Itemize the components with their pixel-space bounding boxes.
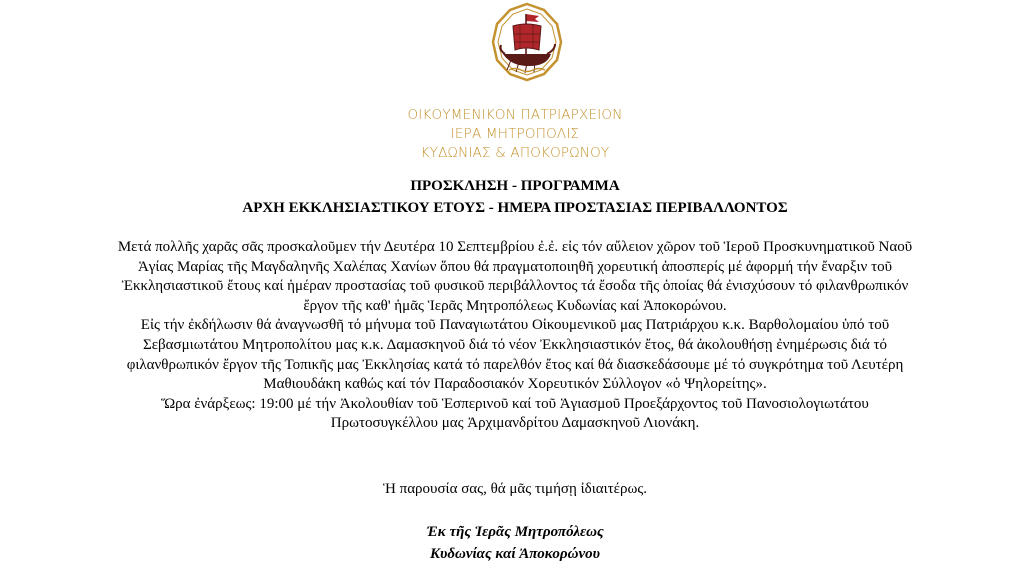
body-line: Μαθιουδάκη καθώς καί τόν Παραδοσιακόν Χορευτικόν Σύλλογον «ὁ Ψηλορείτης». <box>263 376 767 393</box>
header-line-region: ΚΥΔΩΝΙΑΣ & ΑΠΟΚΟΡΩΝΟΥ <box>420 145 610 161</box>
signature-line-2: Κυδωνίας καί Ἀποκορώνου <box>429 546 601 562</box>
header-line-patriarchate: ΟΙΚΟΥΜΕΝΙΚΟΝ ΠΑΤΡΙΑΡΧΕΙΟΝ <box>407 107 623 123</box>
body-line: φιλανθρωπικόν ἔργον τῆς Τοπικῆς μας Ἐκκλησίας κατά τό παρελθόν ἔτος καί θά διασκεδάσουμε μέ τό συγκρότημα τοῦ Λευτέρη <box>126 356 904 373</box>
ship-emblem-icon <box>489 2 565 107</box>
body-line: Μετά πολλῆς χαρᾶς σᾶς προσκαλοῦμεν τήν Δευτέρα 10 Σεπτεμβρίου ἐ.ἐ. εἰς τόν αὔλειον χῶρον τοῦ Ἱεροῦ Προσκυνηματικοῦ Ναοῦ <box>117 239 913 255</box>
patriarchate-header <box>0 106 1030 163</box>
closing-sentence: Ἡ παρουσία σας, θά μᾶς τιμήσῃ ἰδιαιτέρως. <box>382 481 648 497</box>
body-line: Σεβασμιωτάτου Μητροπολίτου μας κ.κ. Δαμασκηνοῦ διά τό νέον Ἐκκλησιαστικόν ἔτος, θά ἀκολουθήσῃ ἐνημέρωσις διά τό <box>143 336 887 353</box>
header-line-metropolis: ΙΕΡΑ ΜΗΤΡΟΠΟΛΙΣ <box>450 126 580 142</box>
body-line: Ὥρα ἐνάρξεως: 19:00 μέ τήν Ἀκολουθίαν τοῦ Ἑσπερινοῦ καί τοῦ Ἁγιασμοῦ Προεξάρχοντος τοῦ Πανοσιολογιωτάτου <box>161 395 869 412</box>
body-line: Ἁγίας Μαρίας τῆς Μαγδαληνῆς Χαλέπας Χανίων ὅπου θά πραγματοποιηθῆ χορευτική ἀποσπερίς μέ ἀφορμή τήν ἔναρξιν τοῦ <box>137 258 893 275</box>
document-subtitle: ΑΡΧΗ ΕΚΚΛΗΣΙΑΣΤΙΚΟΥ ΕΤΟΥΣ - ΗΜΕΡΑ ΠΡΟΣΤΑΣΙΑΣ ΠΕΡΙΒΑΛΛΟΝΤΟΣ <box>242 200 788 216</box>
signature-line-1: Ἐκ τῆς Ἱερᾶς Μητροπόλεως <box>426 524 604 540</box>
body-line: Πρωτοσυγκέλλου μας Ἀρχιμανδρίτου Δαμασκηνοῦ Λιονάκη. <box>330 415 700 432</box>
body-line: Εἰς τήν ἐκδήλωσιν θά ἀναγνωσθῆ τό μήνυμα τοῦ Παναγιωτάτου Οἰκουμενικοῦ μας Πατριάρχου κ.κ. Βαρθολομαίου ὑπό τοῦ <box>140 317 890 334</box>
body-line: Ἐκκλησιαστικοῦ ἔτους καί ἡμέραν προστασίας τοῦ φυσικοῦ περιβάλλοντος τά ἔσοδα τῆς ὁποίας θά ἐνισχύσουν τό φιλανθρωπικόν <box>121 278 909 295</box>
invitation-body <box>0 238 1030 434</box>
document-title: ΠΡΟΣΚΛΗΣΗ - ΠΡΟΓΡΑΜΜΑ <box>410 178 620 194</box>
body-line: ἔργον τῆς καθ' ἡμᾶς Ἱερᾶς Μητροπόλεως Κυδωνίας καί Ἀποκορώνου. <box>303 297 727 314</box>
